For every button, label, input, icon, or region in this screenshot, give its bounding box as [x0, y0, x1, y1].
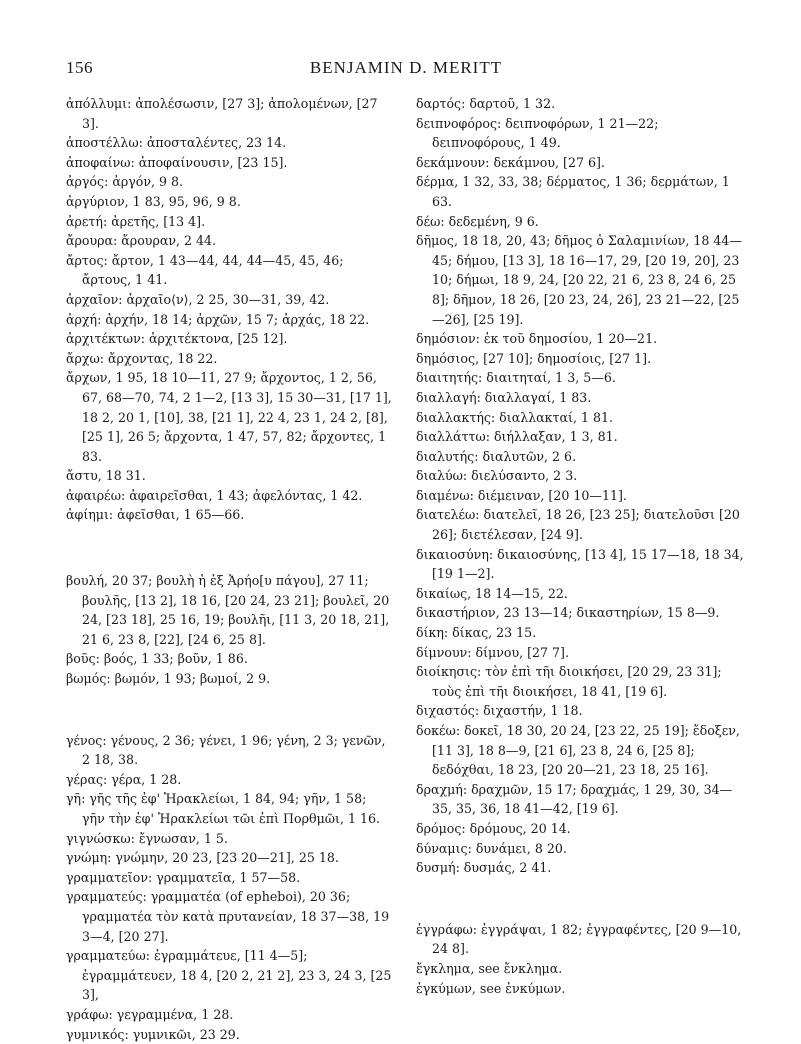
index-entry: ἀφαιρέω: ἀφαιρεῖσθαι, 1 43; ἀφελόντας, 1 42. — [66, 487, 363, 503]
index-entry: ἔγκλημα, see ἔνκλημα. — [416, 960, 563, 976]
index-entry: γραμματεύς: γραμματέα (of epheboi), 20 36; γραμματέα τὸν κατὰ πρυτανείαν, 18 37—38, 19 3—4, [20 27]. — [66, 889, 390, 944]
index-entry: γραμματεῖον: γραμματεῖα, 1 57—58. — [66, 869, 301, 885]
index-entry: δικαίως, 18 14—15, 22. — [416, 585, 568, 601]
index-entry: ἐγγράφω: ἐγγράψαι, 1 82; ἐγγραφέντες, [20 9—10, 24 8]. — [416, 921, 742, 957]
index-entry: βουλή, 20 37; βουλὴ ἡ ἐξ Ἀρήο[υ πάγου], 27 11; βουλῆς, [13 2], 18 16, [20 24, 23 21]; βουλεῖ, 20 24, [23 18], 25 16, 19; βουλῆι, [11 3, 20 18, 21], 21 6, 23 8, [22], [24 6, 25 8]. — [66, 573, 390, 647]
index-entry: δοκέω: δοκεῖ, 18 30, 20 24, [23 22, 25 19]; ἔδοξεν, [11 3], 18 8—9, [21 6], 23 8, 24 6, [25 8]; δεδόχθαι, 18 23, [20 20—21, 23 18, 25 16]. — [416, 723, 740, 778]
index-entry: ἀργός: ἀργόν, 9 8. — [66, 174, 184, 190]
index-entry: δρόμος: δρόμους, 20 14. — [416, 820, 571, 836]
index-entry: ἄρχων, 1 95, 18 10—11, 27 9; ἄρχοντος, 1 2, 56, 67, 68—70, 74, 2 1—2, [13 3], 15 30—31, [17 1], 18 2, 20 1, [10], 38, [21 1], 22 4, 23 1, 24 2, [8], [25 1], 26 5; ἄρχοντα, 1 47, 57, 82; ἄρχοντες, 1 83. — [66, 370, 392, 464]
index-entry: βωμός: βωμόν, 1 93; βωμοί, 2 9. — [66, 671, 271, 687]
index-entry: δέω: δεδεμένη, 9 6. — [416, 213, 539, 229]
index-entry: ἐγκύμων, see ἐνκύμων. — [416, 980, 566, 996]
index-entry: δικαστήριον, 23 13—14; δικαστηρίων, 15 8—9. — [416, 605, 720, 621]
index-entry: ἄρουρα: ἄρουραν, 2 44. — [66, 233, 217, 249]
index-entry: διαλυτής: διαλυτῶν, 2 6. — [416, 448, 577, 464]
index-entry: διοίκησις: τὸν ἐπὶ τῆι διοικήσει, [20 29, 23 31]; τοὺς ἐπὶ τῆι διοικήσει, 18 41, [19 6]. — [416, 664, 722, 699]
page-header — [66, 58, 746, 82]
page-number: 156 — [66, 58, 93, 77]
index-entry: γένος: γένους, 2 36; γένει, 1 96; γένη, 2 3; γενῶν, 2 18, 38. — [66, 732, 386, 768]
index-entry: δραχμή: δραχμῶν, 15 17; δραχμάς, 1 29, 30, 34—35, 35, 36, 18 41—42, [19 6]. — [416, 781, 733, 817]
index-entry: γῆ: γῆς τῆς ἐφ' Ἡρακλείωι, 1 84, 94; γῆν, 1 58; γῆν τὴν ἐφ' Ἡρακλείωι τῶι ἐπὶ Πορθμῶι, 1 16. — [66, 791, 381, 826]
index-entry: διατελέω: διατελεῖ, 18 26, [23 25]; διατελοῦσι [20 26]; διετέλεσαν, [24 9]. — [416, 507, 740, 543]
index-entry: ἀποστέλλω: ἀποσταλέντες, 23 14. — [66, 135, 287, 151]
index-entry: ἀφίημι: ἀφεῖσθαι, 1 65—66. — [66, 507, 245, 523]
index-entry: δύναμις: δυνάμει, 8 20. — [416, 840, 567, 856]
index-column-left — [66, 94, 392, 1044]
index-entry: διχαστός: διχαστήν, 1 18. — [416, 703, 583, 719]
index-entry: δημόσιον: ἐκ τοῦ δημοσίου, 1 20—21. — [416, 331, 658, 347]
index-entry: δικαιοσύνη: δικαιοσύνης, [13 4], 15 17—18, 18 34, [19 1—2]. — [416, 546, 744, 582]
index-entry: δημόσιος, [27 10]; δημοσίοις, [27 1]. — [416, 350, 652, 366]
index-entry: ἀρχή: ἀρχήν, 18 14; ἀρχῶν, 15 7; ἀρχάς, 18 22. — [66, 311, 370, 327]
index-entry: βοῦς: βοός, 1 33; βοῦν, 1 86. — [66, 651, 248, 667]
index-entry: ἀρχιτέκτων: ἀρχιτέκτονα, [25 12]. — [66, 331, 288, 347]
index-entry: δῆμος, 18 18, 20, 43; δῆμος ὁ Σαλαμινίων, 18 44—45; δήμου, [13 3], 18 16—17, 29, [20 19, 20], 23 10; δήμωι, 18 9, 24, [20 22, 21 6, 23 8, 24 6, 25 8]; δῆμον, 18 26, [20 23, 24, 26], 23 21—22, [25—26], [25 19]. — [416, 233, 743, 327]
index-entry: γέρας: γέρα, 1 28. — [66, 771, 182, 787]
index-entry: γνώμη: γνώμην, 20 23, [23 20—21], 25 18. — [66, 850, 339, 866]
index-entry: διαλλακτής: διαλλακταί, 1 81. — [416, 409, 613, 425]
index-entry: δειπνοφόρος: δειπνοφόρων, 1 21—22; δειπνοφόρους, 1 49. — [416, 115, 659, 151]
index-entry: διαλύω: διελύσαντο, 2 3. — [416, 468, 578, 484]
index-entry: δυσμή: δυσμάς, 2 41. — [416, 860, 552, 876]
index-entry: ἀρχαῖον: ἀρχαῖο⟨ν⟩, 2 25, 30—31, 39, 42. — [66, 291, 330, 307]
index-entry: διαλλαγή: διαλλαγαί, 1 83. — [416, 389, 592, 405]
index-entry: διαμένω: διέμειναν, [20 10—11]. — [416, 487, 627, 503]
index-entry: γυμνικός: γυμνικῶι, 23 29. — [66, 1026, 240, 1042]
index-entry: ἄρχω: ἄρχοντας, 18 22. — [66, 350, 218, 366]
index-entry: δεκάμνουν: δεκάμνου, [27 6]. — [416, 154, 605, 170]
index-entry: διαιτητής: διαιτηταί, 1 3, 5—6. — [416, 370, 616, 386]
index-entry: ἀποφαίνω: ἀποφαίνουσιν, [23 15]. — [66, 154, 288, 170]
index-entry: ἀργύριον, 1 83, 95, 96, 9 8. — [66, 193, 241, 209]
index-entry: διαλλάττω: διήλλαξαν, 1 3, 81. — [416, 429, 618, 445]
index-entry: γιγνώσκω: ἔγνωσαν, 1 5. — [66, 830, 228, 846]
index-entry: ἀπόλλυμι: ἀπολέσωσιν, [27 3]; ἀπολομένων, [27 3]. — [66, 96, 378, 131]
index-entry: γράφω: γεγραμμένα, 1 28. — [66, 1006, 234, 1022]
index-entry: γραμματεύω: ἐγραμμάτευε, [11 4—5]; ἐγραμμάτευεν, 18 4, [20 2, 21 2], 23 3, 24 3, [25 3], — [66, 948, 392, 1003]
index-entry: ἄρτος: ἄρτον, 1 43—44, 44, 44—45, 45, 46; ἄρτους, 1 41. — [66, 252, 344, 288]
index-entry: δέρμα, 1 32, 33, 38; δέρματος, 1 36; δερμάτων, 1 63. — [416, 174, 730, 209]
index-entry: δίμνουν: δίμνου, [27 7]. — [416, 644, 569, 660]
index-entry: δίκη: δίκας, 23 15. — [416, 625, 537, 641]
running-title: BENJAMIN D. MERITT — [309, 58, 503, 77]
index-entry: δαρτός: δαρτοῦ, 1 32. — [416, 96, 556, 111]
index-entry: ἄστυ, 18 31. — [66, 468, 146, 484]
index-entry: ἀρετή: ἀρετῆς, [13 4]. — [66, 213, 206, 229]
index-column-right — [416, 94, 746, 998]
